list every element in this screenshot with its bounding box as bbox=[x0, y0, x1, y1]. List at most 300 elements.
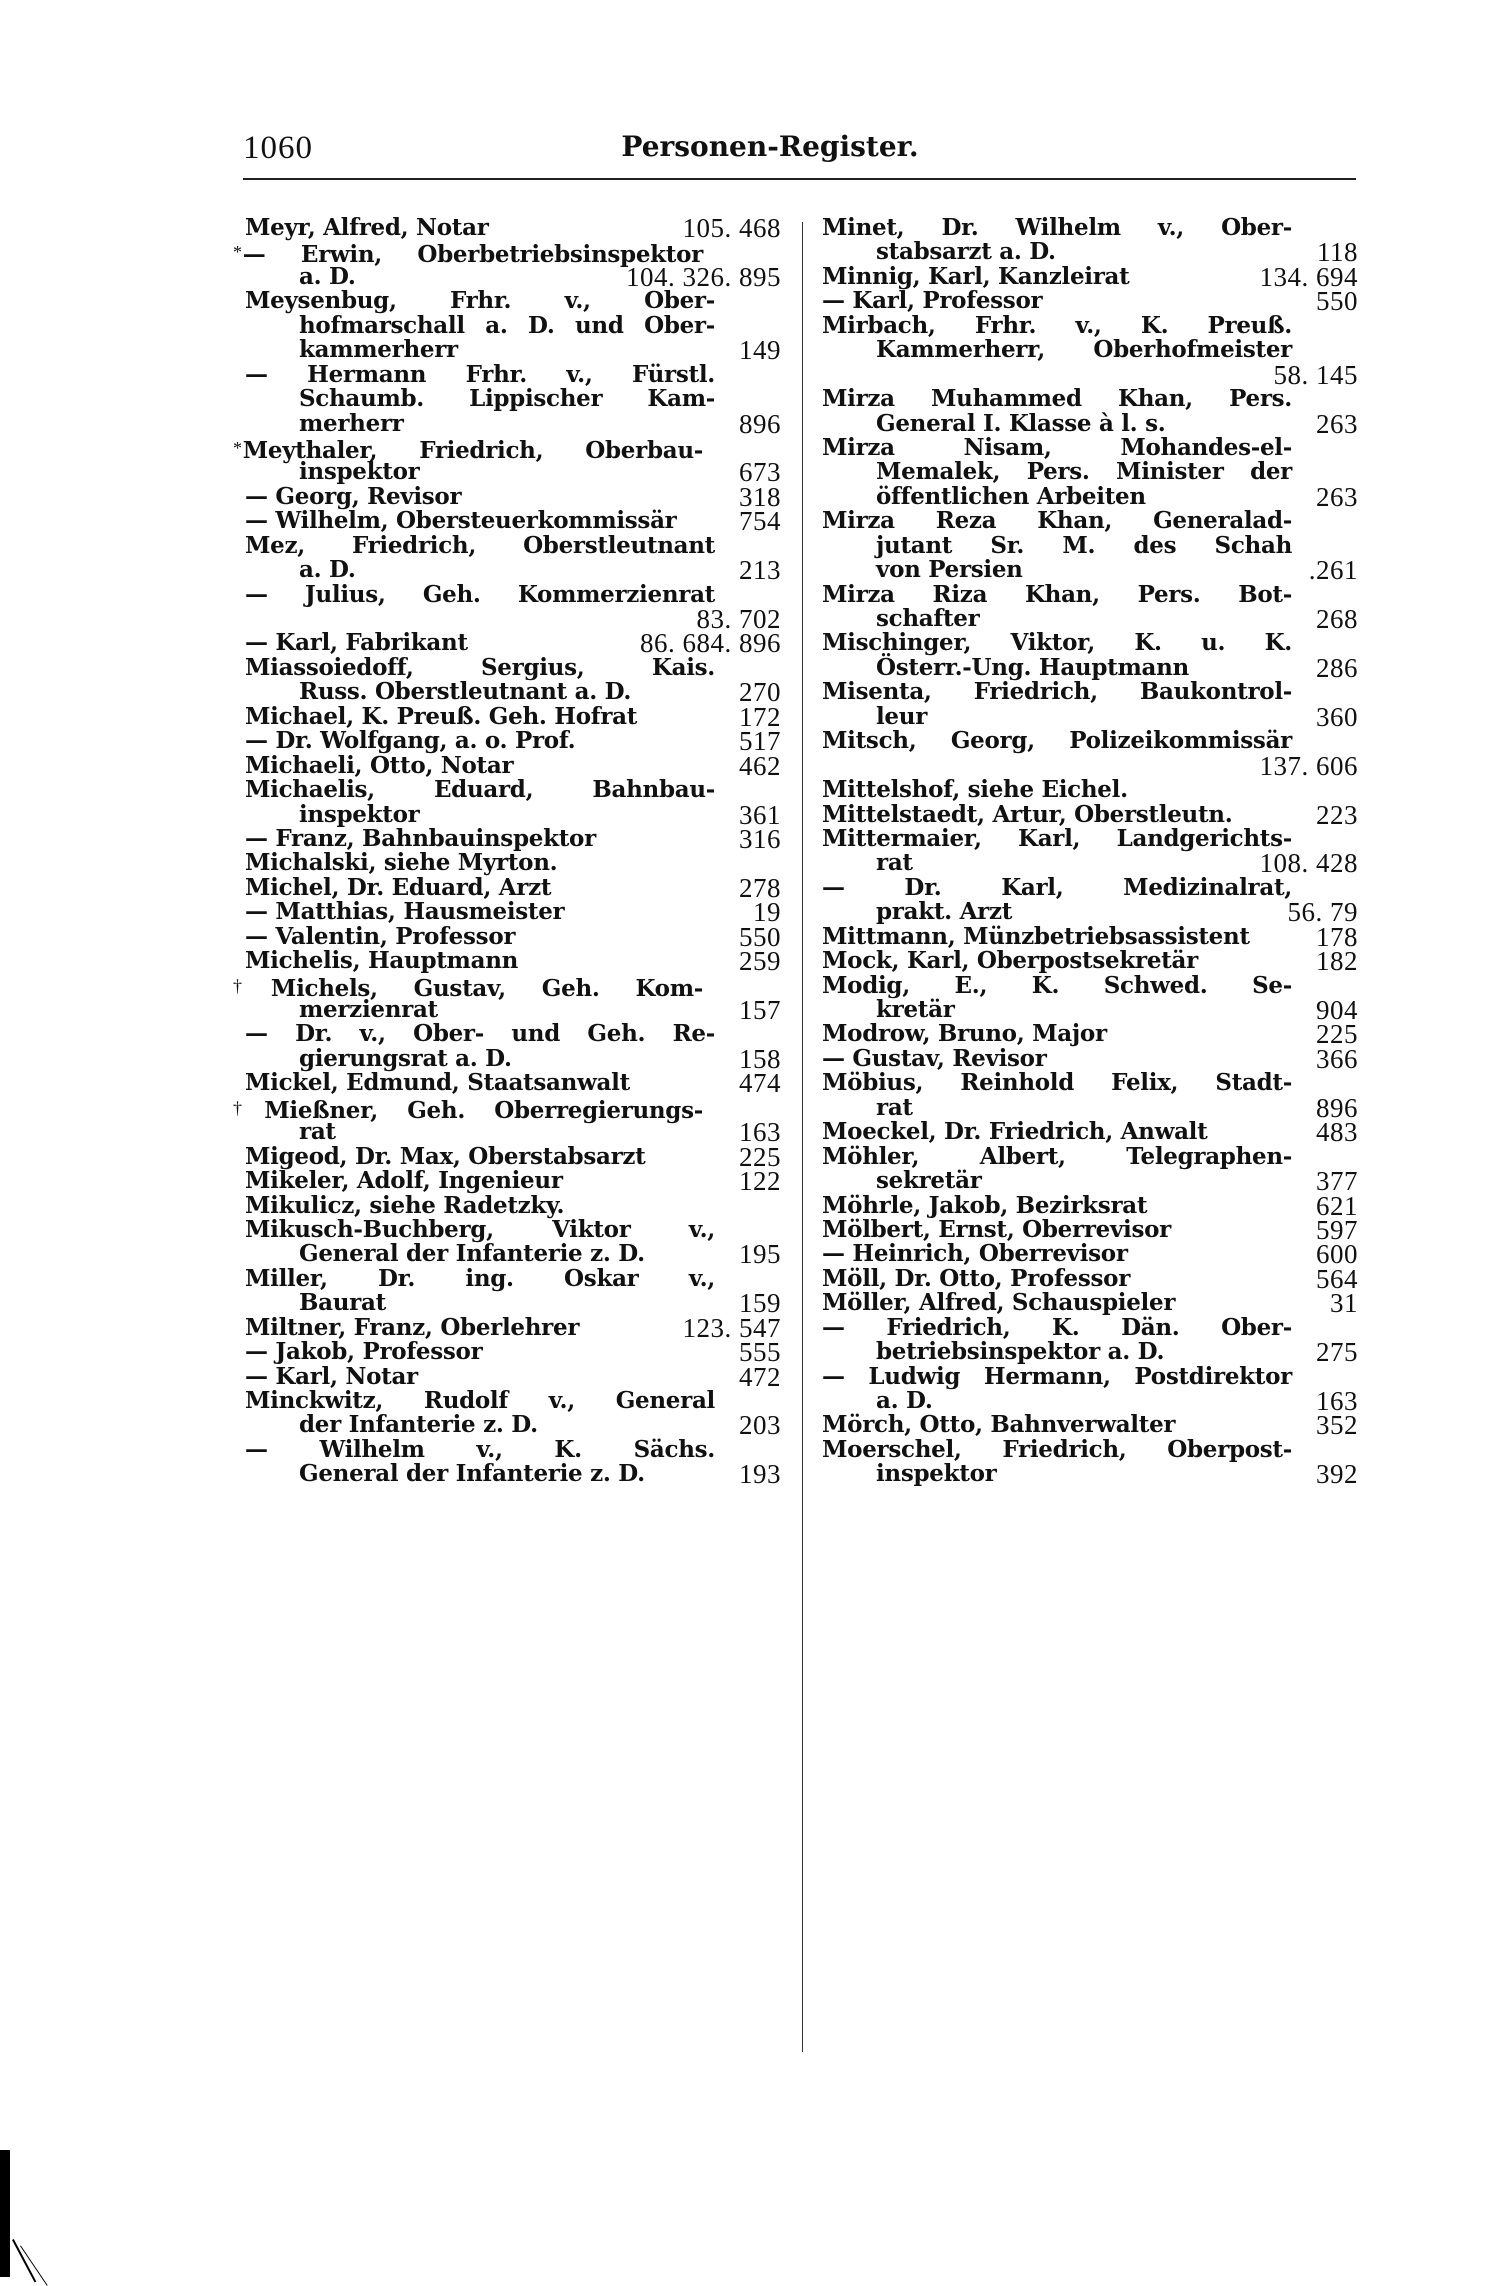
entry-text: Mölbert, Ernst, Oberrevisor bbox=[822, 1215, 1171, 1243]
entry-text: Michelis, Hauptmann bbox=[245, 947, 519, 975]
page-references: 31 bbox=[1330, 1288, 1358, 1319]
entry-name-line bbox=[822, 971, 1358, 999]
index-entry bbox=[245, 653, 781, 708]
page-references: 517 bbox=[739, 726, 781, 757]
index-entry bbox=[245, 531, 781, 586]
entry-text: Möhrle, Jakob, Bezirksrat bbox=[822, 1191, 1148, 1219]
page-references: 462 bbox=[739, 750, 781, 781]
page-references: 19 bbox=[753, 897, 781, 928]
entry-continuation-line bbox=[822, 481, 1358, 512]
entry-text: — Wilhelm v., K. Sächs. bbox=[245, 1435, 715, 1463]
page-references: 263 bbox=[1316, 481, 1358, 512]
asterisk-mark: * bbox=[233, 437, 242, 458]
entry-text: — Valentin, Professor bbox=[245, 922, 516, 950]
page-references: 225 bbox=[1316, 1019, 1358, 1050]
page-references: 555 bbox=[739, 1337, 781, 1368]
entry-text: öffentlichen Arbeiten bbox=[876, 482, 1146, 510]
entry-name-line bbox=[245, 823, 781, 854]
entry-text: Schaumb. Lippischer Kam- bbox=[299, 385, 715, 413]
entry-text: — Karl, Fabrikant bbox=[245, 629, 468, 657]
entry-continuation-line bbox=[245, 1239, 781, 1270]
entry-text: Michel, Dr. Eduard, Arzt bbox=[245, 873, 552, 901]
entry-name-line bbox=[822, 1263, 1358, 1294]
entry-continuation-line bbox=[822, 848, 1358, 879]
index-entry bbox=[245, 750, 781, 781]
entry-name-line bbox=[245, 1337, 781, 1368]
entry-name-line bbox=[245, 360, 781, 388]
entry-name-line bbox=[245, 1215, 781, 1243]
entry-text: a. D. bbox=[299, 262, 356, 290]
index-entry bbox=[245, 1264, 781, 1319]
entry-text: Minet, Dr. Wilhelm v., Ober- bbox=[822, 214, 1292, 241]
index-entry bbox=[245, 1337, 781, 1368]
scan-streak bbox=[12, 2239, 36, 2282]
entry-name-line bbox=[822, 433, 1358, 461]
entry-text: — Dr. v., Ober- und Geh. Re- bbox=[245, 1020, 715, 1048]
asterisk-mark: * bbox=[233, 242, 242, 263]
index-entry bbox=[822, 1362, 1358, 1416]
index-entry bbox=[245, 1068, 781, 1099]
column-divider bbox=[802, 222, 803, 2052]
header-rule bbox=[243, 178, 1356, 180]
index-entry bbox=[822, 778, 1358, 802]
entry-name-line bbox=[822, 1043, 1358, 1074]
entry-continuation-line bbox=[245, 677, 781, 708]
page-references: 377 bbox=[1316, 1166, 1358, 1197]
entry-text: Mirza Reza Khan, Generalad- bbox=[822, 507, 1292, 535]
entry-text: inspektor bbox=[299, 458, 420, 486]
entry-continuation-line bbox=[822, 1092, 1358, 1123]
index-entry bbox=[245, 776, 781, 830]
entry-text: a. D. bbox=[876, 1387, 933, 1414]
index-entry bbox=[822, 1263, 1358, 1294]
entry-text: Mitsch, Georg, Polizeikommissär bbox=[822, 727, 1292, 755]
entry-name-line bbox=[822, 1410, 1358, 1441]
entry-text: Mikulicz, siehe Radetzky. bbox=[245, 1191, 565, 1219]
entry-name-line bbox=[822, 311, 1358, 339]
index-entry bbox=[245, 1435, 781, 1490]
entry-text: Mikeler, Adolf, Ingenieur bbox=[245, 1167, 563, 1195]
entry-name-line bbox=[245, 726, 781, 757]
entry-text: Mock, Karl, Oberpostsekretär bbox=[822, 947, 1198, 975]
index-entry bbox=[245, 506, 781, 537]
deceased-mark: † bbox=[233, 975, 270, 996]
index-entry bbox=[822, 507, 1358, 586]
entry-name-line bbox=[245, 1166, 781, 1197]
entry-text: kretär bbox=[876, 996, 955, 1023]
index-entry bbox=[245, 481, 781, 512]
entry-text: Mittmann, Münzbetriebsassistent bbox=[822, 922, 1250, 950]
entry-name-line bbox=[822, 873, 1358, 901]
entry-name-line bbox=[245, 506, 781, 537]
entry-continuation-line bbox=[822, 1337, 1358, 1368]
entry-text: rat bbox=[876, 1093, 913, 1121]
page-references: 203 bbox=[739, 1410, 781, 1441]
entry-text: General I. Klasse à l. s. bbox=[876, 409, 1166, 437]
entry-text: Mörch, Otto, Bahnverwalter bbox=[822, 1411, 1176, 1439]
index-entry bbox=[822, 921, 1358, 952]
entry-name-line bbox=[245, 531, 781, 559]
page-references: 149 bbox=[739, 335, 781, 366]
page-references: 360 bbox=[1316, 701, 1358, 732]
entry-text: — Friedrich, K. Dän. Ober- bbox=[822, 1313, 1292, 1341]
entry-name-line bbox=[245, 1068, 781, 1099]
deceased-mark: † bbox=[233, 1097, 264, 1118]
page-references: 163 bbox=[1316, 1386, 1358, 1416]
entry-continuation-line bbox=[245, 1459, 781, 1490]
index-entry bbox=[822, 580, 1358, 634]
page-references: 122 bbox=[739, 1166, 781, 1197]
entry-continuation-line bbox=[245, 555, 781, 586]
entry-name-line bbox=[245, 1141, 781, 1172]
entry-continuation-line bbox=[822, 531, 1358, 559]
entry-text: stabsarzt a. D. bbox=[876, 238, 1056, 266]
entry-text: Michael, K. Preuß. Geh. Hofrat bbox=[245, 702, 638, 730]
entry-text: Meythaler, Friedrich, Oberbau- bbox=[242, 436, 703, 464]
entry-text: — Erwin, Oberbetriebsinspektor bbox=[242, 241, 703, 269]
index-entry bbox=[245, 1141, 781, 1172]
index-entry bbox=[233, 240, 781, 292]
page-references: 275 bbox=[1316, 1337, 1358, 1368]
entry-name-line bbox=[822, 580, 1358, 608]
index-entry bbox=[822, 678, 1358, 732]
page-references: 182 bbox=[1316, 946, 1358, 977]
entry-continuation-line bbox=[822, 338, 1358, 362]
index-entry bbox=[822, 971, 1358, 1025]
entry-name-line bbox=[822, 1435, 1358, 1463]
entry-text: — Gustav, Revisor bbox=[822, 1044, 1047, 1072]
entry-continuation-line bbox=[822, 1386, 1358, 1416]
index-entry bbox=[245, 360, 781, 439]
entry-text: — Dr. Wolfgang, a. o. Prof. bbox=[245, 727, 576, 755]
entry-name-line bbox=[245, 628, 781, 659]
page-references: 904 bbox=[1316, 995, 1358, 1025]
index-entry bbox=[233, 436, 781, 488]
entry-name-line bbox=[822, 286, 1358, 317]
entry-text: hofmarschall a. D. und Ober- bbox=[299, 311, 715, 339]
entry-text: gierungsrat a. D. bbox=[299, 1044, 512, 1072]
index-entry bbox=[245, 851, 781, 875]
index-entry bbox=[245, 628, 781, 659]
entry-text: — Franz, Bahnbauinspektor bbox=[245, 824, 596, 852]
entry-text: Michaeli, Otto, Notar bbox=[245, 751, 514, 779]
index-entry bbox=[245, 726, 781, 757]
entry-name-line bbox=[822, 1239, 1358, 1270]
page-references: 134. 694 bbox=[1259, 261, 1358, 292]
entry-text: General der Infanterie z. D. bbox=[299, 1460, 645, 1488]
index-entry bbox=[822, 873, 1358, 928]
page-references: 318 bbox=[739, 481, 781, 512]
running-title: Personen-Register. bbox=[621, 130, 919, 163]
entry-text: rat bbox=[299, 1118, 336, 1146]
entry-continuation-line bbox=[245, 335, 781, 366]
page-references: 263 bbox=[1316, 408, 1358, 439]
index-entry bbox=[822, 311, 1358, 390]
page-references: 621 bbox=[1316, 1190, 1358, 1221]
index-entry bbox=[822, 385, 1358, 439]
index-entry bbox=[245, 580, 781, 634]
page-references: 56. 79 bbox=[1287, 897, 1358, 928]
page-references: 597 bbox=[1316, 1214, 1358, 1245]
index-entry bbox=[822, 1019, 1358, 1050]
index-entry bbox=[822, 1313, 1358, 1368]
page-references: 193 bbox=[739, 1459, 781, 1490]
entry-text: Möbius, Reinhold Felix, Stadt- bbox=[822, 1069, 1292, 1097]
index-entry bbox=[245, 287, 781, 366]
entry-text: Meyr, Alfred, Notar bbox=[245, 214, 489, 241]
entry-continuation-line bbox=[245, 1117, 781, 1148]
index-entry bbox=[822, 727, 1358, 781]
index-entry bbox=[245, 701, 781, 732]
entry-name-line bbox=[245, 1361, 781, 1392]
page-references: 195 bbox=[739, 1239, 781, 1270]
index-entry bbox=[822, 1288, 1358, 1319]
entry-name-line bbox=[245, 872, 781, 903]
index-entry bbox=[233, 974, 781, 1025]
entry-text: — Karl, Notar bbox=[245, 1362, 418, 1390]
entry-text: Moerschel, Friedrich, Oberpost- bbox=[822, 1435, 1292, 1463]
page-references: 896 bbox=[739, 408, 781, 439]
entry-text: Mischinger, Viktor, K. u. K. bbox=[822, 629, 1292, 657]
entry-text: sekretär bbox=[876, 1167, 982, 1195]
page-references: 158 bbox=[739, 1043, 781, 1074]
entry-text: Mez, Friedrich, Oberstleutnant bbox=[245, 531, 715, 559]
entry-text: Mikusch-Buchberg, Viktor v., bbox=[245, 1215, 715, 1243]
entry-text: Mießner, Geh. Oberregierungs- bbox=[264, 1096, 703, 1124]
entry-text: betriebsinspektor a. D. bbox=[876, 1338, 1165, 1366]
index-entry bbox=[822, 1043, 1358, 1074]
page-references: 178 bbox=[1316, 921, 1358, 952]
page-references: 213 bbox=[739, 555, 781, 586]
entry-name-line bbox=[822, 509, 1358, 533]
page-references: 550 bbox=[739, 921, 781, 952]
index-entry bbox=[822, 1435, 1358, 1490]
page-references: 600 bbox=[1316, 1239, 1358, 1270]
index-entry bbox=[245, 897, 781, 928]
index-column-right bbox=[822, 214, 1358, 1490]
entry-name-line bbox=[245, 1389, 781, 1413]
entry-name-line bbox=[245, 1022, 781, 1046]
page-references: 673 bbox=[739, 457, 781, 488]
entry-text: Mickel, Edmund, Staatsanwalt bbox=[245, 1069, 630, 1097]
entry-name-line bbox=[822, 1117, 1358, 1148]
page-references: 472 bbox=[739, 1361, 781, 1392]
page-references: 754 bbox=[739, 506, 781, 537]
entry-name-line bbox=[822, 1288, 1358, 1319]
entry-text: Kammerherr, Oberhofmeister bbox=[876, 336, 1292, 364]
entry-text: Mirza Nisam, Mohandes-el- bbox=[822, 433, 1292, 461]
entry-name-line bbox=[822, 921, 1358, 952]
entry-continuation-line bbox=[245, 995, 781, 1025]
index-entry bbox=[245, 921, 781, 952]
entry-name-line bbox=[233, 974, 781, 1002]
entry-name-line bbox=[245, 778, 781, 802]
index-entry bbox=[822, 1410, 1358, 1441]
index-entry bbox=[245, 872, 781, 903]
entry-continuation-line bbox=[245, 408, 781, 439]
entry-continuation-line bbox=[822, 995, 1358, 1025]
index-entry bbox=[822, 433, 1358, 512]
entry-text: inspektor bbox=[299, 800, 420, 828]
entry-continuation-line bbox=[822, 750, 1358, 781]
index-entry bbox=[233, 1096, 781, 1148]
page-references: 268 bbox=[1316, 604, 1358, 634]
entry-text: Mittelstaedt, Artur, Oberstleutn. bbox=[822, 800, 1233, 828]
entry-name-line bbox=[822, 729, 1358, 753]
page-references: 118 bbox=[1317, 237, 1358, 268]
page-references: 86. 684. 896 bbox=[640, 628, 781, 659]
entry-text: Meysenbug, Frhr. v., Ober- bbox=[245, 287, 715, 315]
entry-text: Modrow, Bruno, Major bbox=[822, 1020, 1107, 1048]
entry-text: rat bbox=[876, 849, 913, 877]
entry-name-line bbox=[245, 921, 781, 952]
entry-name-line bbox=[245, 653, 781, 681]
page-references: 366 bbox=[1316, 1043, 1358, 1074]
entry-name-line bbox=[822, 1362, 1358, 1390]
entry-text: inspektor bbox=[876, 1460, 997, 1488]
index-entry bbox=[822, 799, 1358, 830]
entry-name-line bbox=[245, 289, 781, 313]
entry-continuation-line bbox=[822, 1166, 1358, 1197]
entry-continuation-line bbox=[822, 359, 1358, 390]
page-references: 270 bbox=[739, 677, 781, 708]
entry-text: — Heinrich, Oberrevisor bbox=[822, 1240, 1128, 1268]
index-entry bbox=[822, 1069, 1358, 1123]
entry-name-line bbox=[822, 1190, 1358, 1221]
entry-continuation-line bbox=[245, 261, 781, 292]
index-entry bbox=[822, 824, 1358, 879]
entry-text: Memalek, Pers. Minister der bbox=[876, 458, 1292, 486]
entry-text: — Matthias, Hausmeister bbox=[245, 898, 565, 926]
entry-continuation-line bbox=[822, 555, 1358, 586]
entry-text: Minnig, Karl, Kanzleirat bbox=[822, 262, 1130, 290]
entry-text: Mirza Muhammed Khan, Pers. bbox=[822, 385, 1292, 413]
entry-text: — Jakob, Professor bbox=[245, 1338, 483, 1366]
index-entry bbox=[245, 1191, 781, 1219]
entry-text: schafter bbox=[876, 605, 980, 632]
entry-name-line bbox=[822, 1142, 1358, 1170]
entry-text: — Dr. Karl, Medizinalrat, bbox=[822, 873, 1292, 901]
entry-name-line bbox=[245, 1312, 781, 1343]
page-references: 105. 468 bbox=[682, 213, 781, 243]
page-references: 564 bbox=[1316, 1263, 1358, 1294]
entry-name-line bbox=[822, 1313, 1358, 1341]
entry-name-line bbox=[233, 436, 781, 464]
entry-name-line bbox=[822, 1214, 1358, 1245]
entry-text: Mirza Riza Khan, Pers. Bot- bbox=[822, 580, 1292, 608]
entry-text: Mittelshof, siehe Eichel. bbox=[822, 776, 1128, 804]
page-references: 259 bbox=[739, 946, 781, 977]
entry-name-line bbox=[822, 1071, 1358, 1095]
index-entry bbox=[822, 1190, 1358, 1221]
index-entry bbox=[245, 1312, 781, 1343]
entry-name-line bbox=[245, 851, 781, 875]
entry-name-line bbox=[822, 1019, 1358, 1050]
page-number: 1060 bbox=[243, 130, 313, 166]
entry-text: Russ. Oberstleutnant a. D. bbox=[299, 678, 632, 706]
entry-text: der Infanterie z. D. bbox=[299, 1411, 538, 1439]
entry-text: von Persien bbox=[876, 556, 1023, 584]
entry-text: merherr bbox=[299, 409, 404, 437]
entry-text: prakt. Arzt bbox=[876, 898, 1013, 926]
entry-text: Miltner, Franz, Oberlehrer bbox=[245, 1313, 580, 1341]
entry-name-line bbox=[822, 631, 1358, 655]
entry-text: Modig, E., K. Schwed. Se- bbox=[822, 971, 1292, 999]
entry-text: — Julius, Geh. Kommerzienrat bbox=[245, 580, 715, 608]
page-references: 286 bbox=[1316, 652, 1358, 683]
entry-text: Migeod, Dr. Max, Oberstabsarzt bbox=[245, 1142, 646, 1170]
entry-text: kammerherr bbox=[299, 336, 458, 364]
page-references: 159 bbox=[739, 1288, 781, 1319]
index-entry bbox=[822, 1214, 1358, 1245]
entry-name-line bbox=[822, 261, 1358, 292]
entry-text: — Ludwig Hermann, Postdirektor bbox=[822, 1362, 1292, 1390]
entry-name-line bbox=[245, 946, 781, 977]
entry-text: — Hermann Frhr. v., Fürstl. bbox=[245, 360, 715, 388]
entry-text: General der Infanterie z. D. bbox=[299, 1240, 645, 1268]
entry-text: Moeckel, Dr. Friedrich, Anwalt bbox=[822, 1118, 1208, 1146]
entry-name-line bbox=[245, 481, 781, 512]
entry-continuation-line bbox=[822, 897, 1358, 928]
entry-name-line bbox=[245, 701, 781, 732]
index-entry bbox=[245, 1020, 781, 1074]
entry-continuation-line bbox=[822, 1459, 1358, 1490]
entry-name-line bbox=[233, 1096, 781, 1124]
index-entry bbox=[245, 1166, 781, 1197]
entry-name-line bbox=[245, 897, 781, 928]
entry-continuation-line bbox=[822, 604, 1358, 634]
page-references: 172 bbox=[739, 701, 781, 732]
index-entry bbox=[822, 214, 1358, 268]
entry-text: Baurat bbox=[299, 1289, 386, 1317]
page-references: 896 bbox=[1316, 1092, 1358, 1123]
entry-name-line bbox=[245, 1264, 781, 1292]
entry-text: Miller, Dr. ing. Oskar v., bbox=[245, 1264, 715, 1292]
entry-continuation-line bbox=[245, 457, 781, 488]
entry-text: merzienrat bbox=[299, 996, 438, 1023]
page-references: 392 bbox=[1316, 1459, 1358, 1490]
entry-continuation-line bbox=[245, 799, 781, 830]
entry-text: Misenta, Friedrich, Baukontrol- bbox=[822, 678, 1292, 706]
entry-text: Möller, Alfred, Schauspieler bbox=[822, 1289, 1176, 1317]
entry-text: Michalski, siehe Myrton. bbox=[245, 849, 558, 877]
index-entry bbox=[822, 629, 1358, 683]
entry-name-line bbox=[822, 799, 1358, 830]
index-entry bbox=[822, 286, 1358, 317]
entry-text: Mittermaier, Karl, Landgerichts- bbox=[822, 824, 1292, 852]
entry-continuation-line bbox=[245, 1410, 781, 1441]
entry-text: jutant Sr. M. des Schah bbox=[876, 531, 1292, 559]
entry-text: leur bbox=[876, 702, 928, 730]
entry-continuation-line bbox=[822, 460, 1358, 484]
entry-continuation-line bbox=[245, 387, 781, 411]
entry-text: Möhler, Albert, Telegraphen- bbox=[822, 1142, 1292, 1170]
entry-text: Michaelis, Eduard, Bahnbau- bbox=[245, 776, 715, 804]
page-references: 163 bbox=[739, 1117, 781, 1148]
page-references: 58. 145 bbox=[1273, 359, 1358, 390]
entry-text: a. D. bbox=[299, 556, 356, 584]
entry-name-line bbox=[245, 1191, 781, 1219]
page-references: 104. 326. 895 bbox=[626, 261, 781, 292]
entry-continuation-line bbox=[822, 652, 1358, 683]
entry-text: Möll, Dr. Otto, Professor bbox=[822, 1264, 1131, 1292]
entry-name-line bbox=[822, 946, 1358, 977]
page-references: 123. 547 bbox=[682, 1312, 781, 1343]
index-entry bbox=[245, 1387, 781, 1441]
page-references: .261 bbox=[1308, 555, 1358, 586]
entry-name-line bbox=[245, 1435, 781, 1463]
entry-text: Miassoiedoff, Sergius, Kais. bbox=[245, 653, 715, 681]
